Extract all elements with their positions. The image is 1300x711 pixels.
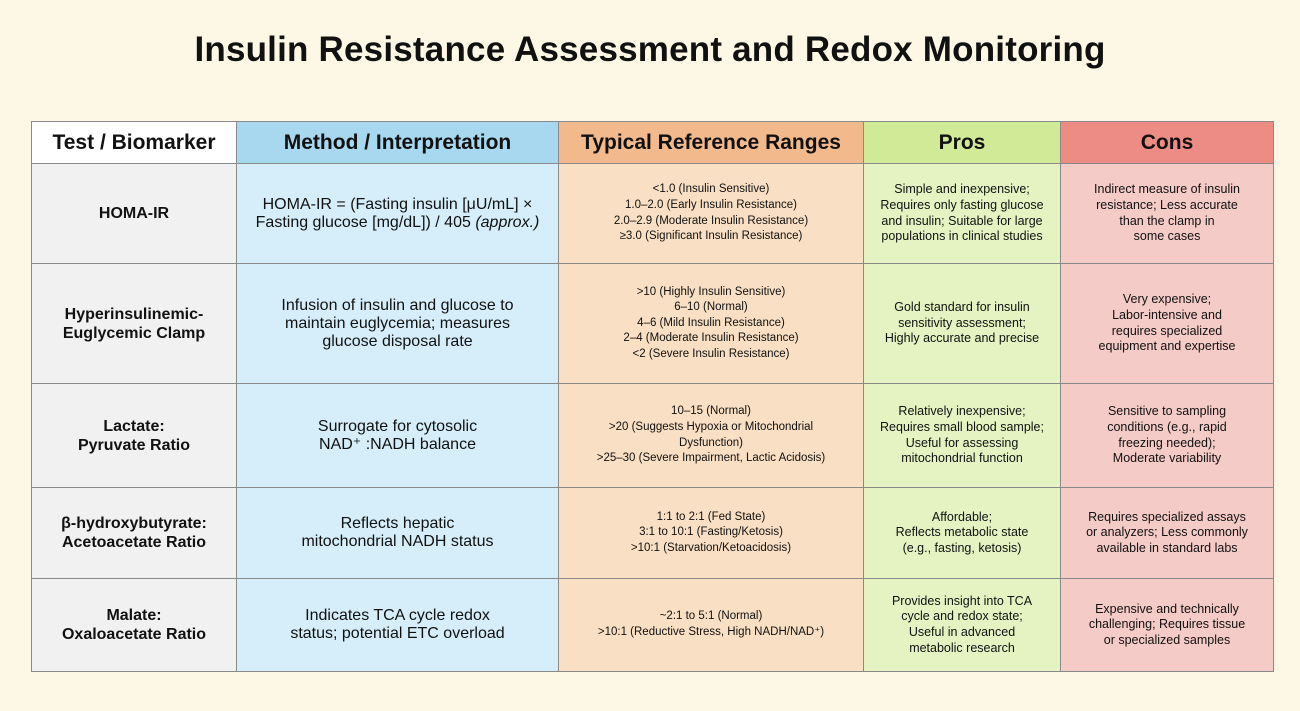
pros-cell <box>864 488 1061 579</box>
method-cell <box>237 488 559 579</box>
pros-line: Requires small blood sample; <box>880 419 1044 434</box>
range-line: 3:1 to 10:1 (Fasting/Ketosis) <box>639 526 783 539</box>
test-name: Malate: <box>106 607 162 624</box>
range-line: ≥3.0 (Significant Insulin Resistance) <box>619 230 803 243</box>
method-line: status; potential ETC overload <box>290 625 505 642</box>
test-name: Oxaloacetate Ratio <box>61 626 207 643</box>
pros-line: Requires only fasting glucose <box>880 197 1044 212</box>
cons-cell <box>1061 579 1274 672</box>
test-cell <box>32 164 237 264</box>
method-note: (approx.) <box>475 213 540 231</box>
table-row <box>32 488 1274 579</box>
cons-line: or specialized samples <box>1103 632 1231 647</box>
pros-line: cycle and redox state; <box>901 609 1023 624</box>
header-test: Test / Biomarker <box>32 122 237 164</box>
range-line: 6–10 (Normal) <box>674 301 748 314</box>
cons-line: freezing needed); <box>1118 435 1216 450</box>
test-cell <box>32 264 237 384</box>
range-line: >10:1 (Starvation/Ketoacidosis) <box>630 541 792 554</box>
cons-line: equipment and expertise <box>1098 339 1236 354</box>
method-line-wrap <box>247 214 548 232</box>
test-cell <box>32 488 237 579</box>
cons-line: Moderate variability <box>1112 451 1222 466</box>
pros-line: Simple and inexpensive; <box>894 182 1030 197</box>
cons-line: some cases <box>1133 229 1201 244</box>
ranges-cell <box>559 264 864 384</box>
method-line: Indicates TCA cycle redox <box>305 607 490 624</box>
assessment-table <box>31 121 1274 672</box>
pros-line: Provides insight into TCA <box>891 593 1033 608</box>
cons-line: than the clamp in <box>1119 213 1215 228</box>
method-line: glucose disposal rate <box>322 332 473 350</box>
cons-line: Sensitive to sampling <box>1107 404 1227 419</box>
test-cell <box>32 579 237 672</box>
pros-line: populations in clinical studies <box>881 229 1043 244</box>
range-line: >10:1 (Reductive Stress, High NADH/NAD⁺) <box>597 626 825 638</box>
cons-line: conditions (e.g., rapid <box>1107 419 1227 434</box>
test-cell <box>32 384 237 488</box>
method-cell <box>237 384 559 488</box>
pros-cell <box>864 384 1061 488</box>
header-pros: Pros <box>864 122 1061 164</box>
cons-line: Requires specialized assays <box>1088 509 1246 524</box>
pros-line: Relatively inexpensive; <box>898 404 1026 419</box>
method-line: Infusion of insulin and glucose to <box>281 296 514 314</box>
cons-line: Very expensive; <box>1122 292 1212 307</box>
range-line: Dysfunction) <box>679 436 743 449</box>
range-line: >10 (Highly Insulin Sensitive) <box>636 285 786 298</box>
range-line: 10–15 (Normal) <box>671 405 751 418</box>
test-name: Acetoacetate Ratio <box>61 534 207 551</box>
cons-line: resistance; Less accurate <box>1096 197 1238 212</box>
pros-line: metabolic research <box>909 640 1015 655</box>
cons-cell <box>1061 164 1274 264</box>
header-method: Method / Interpretation <box>237 122 559 164</box>
ranges-cell <box>559 164 864 264</box>
test-name: Euglycemic Clamp <box>62 324 206 342</box>
range-line: 4–6 (Mild Insulin Resistance) <box>637 316 785 329</box>
table-row <box>32 384 1274 488</box>
header-ranges: Typical Reference Ranges <box>559 122 864 164</box>
range-line: 2.0–2.9 (Moderate Insulin Resistance) <box>613 214 809 227</box>
cons-line: Expensive and technically <box>1095 601 1239 616</box>
pros-line: sensitivity assessment; <box>898 315 1026 330</box>
range-line: 1.0–2.0 (Early Insulin Resistance) <box>625 198 797 211</box>
range-line: <2 (Severe Insulin Resistance) <box>632 347 790 360</box>
range-line: >20 (Suggests Hypoxia or Mitochondrial <box>608 420 814 433</box>
range-line: >25–30 (Severe Impairment, Lactic Acidosis) <box>596 452 826 465</box>
pros-cell <box>864 579 1061 672</box>
cons-line: available in standard labs <box>1096 540 1238 555</box>
cons-line: requires specialized <box>1111 323 1223 338</box>
range-line: <1.0 (Insulin Sensitive) <box>652 183 770 196</box>
pros-line: Affordable; <box>931 509 993 524</box>
method-line: Surrogate for cytosolic <box>317 417 478 435</box>
method-cell <box>237 264 559 384</box>
cons-cell <box>1061 488 1274 579</box>
pros-line: Reflects metabolic state <box>895 525 1029 540</box>
pros-line: and insulin; Suitable for large <box>881 213 1043 228</box>
method-cell <box>237 164 559 264</box>
pros-line: Highly accurate and precise <box>884 331 1040 346</box>
range-line: 1:1 to 2:1 (Fed State) <box>656 510 766 523</box>
method-cell <box>237 579 559 672</box>
test-name: Pyruvate Ratio <box>77 436 191 454</box>
method-line: Reflects hepatic <box>340 515 455 532</box>
table-row <box>32 579 1274 672</box>
pros-line: mitochondrial function <box>901 451 1023 466</box>
table-row <box>32 264 1274 384</box>
method-line: Fasting glucose [mg/dL]) / 405 <box>255 213 471 231</box>
pros-cell <box>864 264 1061 384</box>
method-line: NAD⁺ :NADH balance <box>319 435 476 453</box>
pros-line: Gold standard for insulin <box>894 300 1030 315</box>
pros-line: Useful in advanced <box>908 625 1016 639</box>
cons-cell <box>1061 264 1274 384</box>
test-name: Hyperinsulinemic- <box>64 305 204 323</box>
method-line: mitochondrial NADH status <box>301 533 494 550</box>
method-line: HOMA-IR = (Fasting insulin [μU/mL] × <box>262 195 533 213</box>
header-row <box>32 122 1274 164</box>
cons-line: challenging; Requires tissue <box>1088 617 1246 632</box>
header-cons: Cons <box>1061 122 1274 164</box>
ranges-cell <box>559 384 864 488</box>
test-name: HOMA-IR <box>98 205 170 222</box>
method-line: maintain euglycemia; measures <box>285 314 510 332</box>
pros-line: (e.g., fasting, ketosis) <box>902 540 1022 555</box>
test-name: β-hydroxybutyrate: <box>61 515 207 532</box>
cons-cell <box>1061 384 1274 488</box>
cons-line: Indirect measure of insulin <box>1094 182 1240 197</box>
pros-line: Useful for assessing <box>905 435 1019 450</box>
range-line: ~2:1 to 5:1 (Normal) <box>659 610 763 623</box>
range-line: 2–4 (Moderate Insulin Resistance) <box>623 332 799 345</box>
table-row <box>32 164 1274 264</box>
cons-line: or analyzers; Less commonly <box>1086 525 1248 540</box>
ranges-cell <box>559 579 864 672</box>
ranges-cell <box>559 488 864 579</box>
pros-cell <box>864 164 1061 264</box>
cons-line: Labor-intensive and <box>1112 307 1222 322</box>
page-title: Insulin Resistance Assessment and Redox Monitoring <box>194 30 1106 69</box>
test-name: Lactate: <box>103 417 165 435</box>
